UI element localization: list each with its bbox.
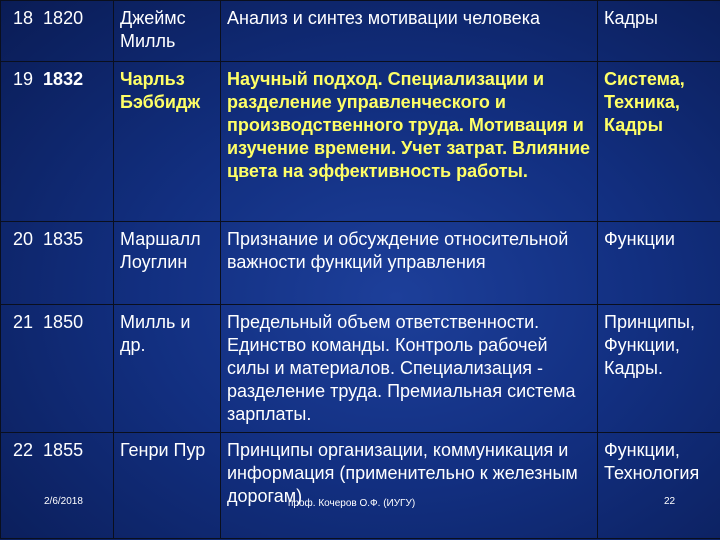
row-number-year-cell [1,62,114,222]
row-area: Принципы, Функции, Кадры. [598,305,720,433]
row-person: Генри Пур [114,433,221,539]
row-person: Чарльз Бэббидж [114,62,221,222]
row-description: Анализ и синтез мотивации человека [221,1,598,62]
row-description: Принципы организации, коммуникация и информация (применительно к железным дорогам) [221,433,598,539]
row-description: Научный подход. Специализации и разделение управленческого и производственного труда. Мотивация и изучение времени. Учет затрат. Влияние цвета на эффективность работы. [221,62,598,222]
row-person: Милль и др. [114,305,221,433]
row-area: Кадры [598,1,720,62]
row-description: Признание и обсуждение относительной важности функций управления [221,222,598,305]
row-number-year-cell [1,433,114,539]
row-year: 1820 [43,8,84,28]
row-year: 1850 [43,312,84,332]
row-area: Функции [598,222,720,305]
row-year: 1835 [43,229,84,249]
row-index: 20 [13,229,34,249]
table-row [1,305,720,433]
table-row [1,62,720,222]
row-index: 19 [13,69,34,89]
row-year: 1855 [43,440,84,460]
row-index: 21 [13,312,34,332]
table-row [1,222,720,305]
table-row [1,1,720,62]
row-area: Функции, Технология [598,433,720,539]
row-index: 18 [13,8,34,28]
row-area: Система, Техника, Кадры [598,62,720,222]
row-year: 1832 [43,69,84,89]
footer-page-number: 22 [664,496,676,507]
row-description: Предельный объем ответственности. Единство команды. Контроль рабочей силы и материалов. Специализация - разделение труда. Премиальная система зарплаты. [221,305,598,433]
row-number-year-cell [1,305,114,433]
row-number-year-cell [1,222,114,305]
footer-author: проф. Кочеров О.Ф. (ИУГУ) [288,498,416,509]
footer-date: 2/6/2018 [44,496,83,507]
row-person: Джеймс Милль [114,1,221,62]
row-index: 22 [13,440,34,460]
row-person: Маршалл Лоуглин [114,222,221,305]
table-row [1,433,720,539]
row-number-year-cell [1,1,114,62]
